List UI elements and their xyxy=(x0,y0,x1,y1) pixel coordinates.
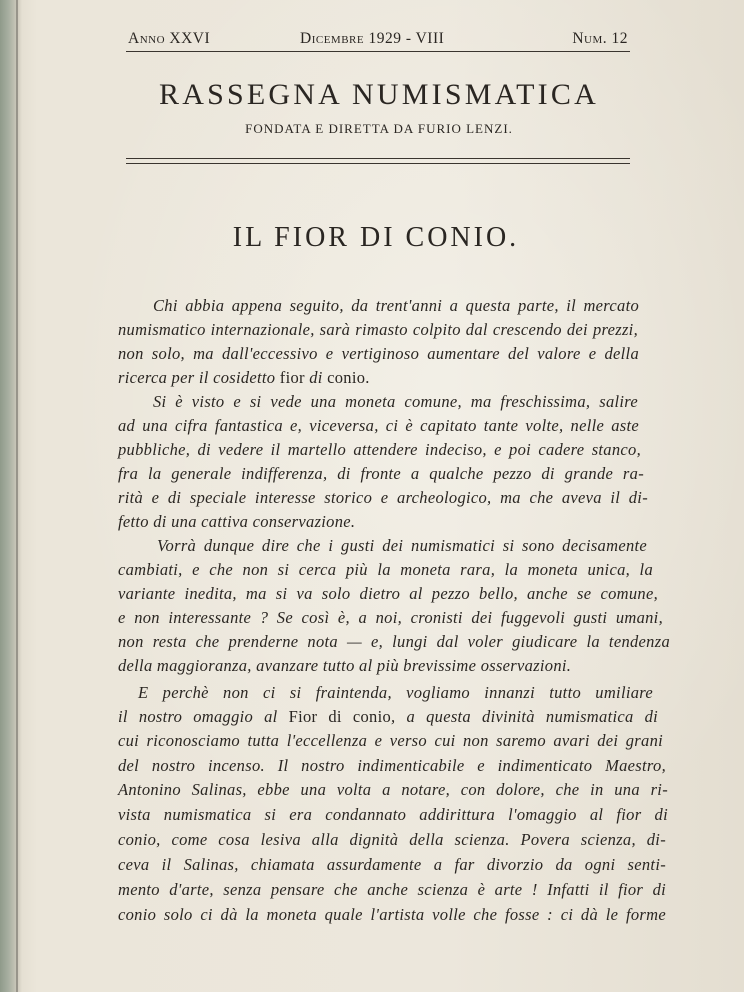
text-segment: variante inedita, ma si va solo dietro al pezzo bello, anche se comune, xyxy=(118,584,658,603)
text-segment: mento d'arte, senza pensare che anche scienza è arte ! Infatti il fior di xyxy=(118,880,666,899)
text-segment: ceva il Salinas, chiamata assurdamente a far divorzio da ogni senti- xyxy=(118,855,666,874)
text-segment: vista numismatica si era condannato addirittura l'omaggio al fior di xyxy=(118,805,668,824)
text-line xyxy=(118,512,363,532)
text-segment: pubbliche, di vedere il martello attendere indeciso, e poi cadere stanco, xyxy=(118,440,641,459)
text-line xyxy=(118,368,370,388)
text-segment: e non interessante ? Se così è, a noi, cronisti dei fuggevoli gusti umani, xyxy=(118,608,663,627)
text-line xyxy=(118,707,658,727)
issue-label: Num. 12 xyxy=(572,30,628,47)
text-line xyxy=(118,780,668,800)
text-segment: E perchè non ci si fraintenda, vogliamo innanzi tutto umiliare xyxy=(138,683,653,702)
text-line xyxy=(118,632,670,652)
text-line xyxy=(153,296,639,316)
text-segment: numismatico internazionale, sarà rimasto colpito dal crescendo dei prezzi, xyxy=(118,320,638,339)
article-title: IL FIOR DI CONIO. xyxy=(232,222,520,253)
text-line xyxy=(153,392,638,412)
text-line xyxy=(118,464,644,484)
text-line xyxy=(118,344,639,364)
date-label: Dicembre 1929 - VIII xyxy=(300,30,445,47)
volume-label: Anno XXVI xyxy=(128,30,211,47)
text-segment: cui riconosciamo tutta l'eccellenza e verso cui non saremo avari dei grani xyxy=(118,731,663,750)
text-line xyxy=(118,731,663,751)
text-segment: fetto di una cattiva conservazione. xyxy=(118,512,356,531)
text-segment: cambiati, e che non si cerca più la moneta rara, la moneta unica, la xyxy=(118,560,653,579)
text-line xyxy=(118,905,666,925)
text-line xyxy=(118,880,666,900)
text-segment: non resta che prenderne nota — e, lungi dal voler giudicare la tendenza xyxy=(118,632,670,651)
text-line xyxy=(118,805,668,825)
text-line xyxy=(118,440,641,460)
text-segment: fra la generale indifferenza, di fronte a qualche pezzo di grande ra- xyxy=(118,464,644,483)
text-line xyxy=(118,416,639,436)
text-segment: fior xyxy=(279,368,305,387)
text-line xyxy=(118,488,648,508)
journal-subtitle: FONDATA E DIRETTA DA FURIO LENZI. xyxy=(245,121,513,136)
text-segment: conio, come cosa lesiva alla dignità della scienza. Povera scienza, di- xyxy=(118,830,666,849)
text-line xyxy=(138,683,653,703)
text-line xyxy=(118,830,666,850)
text-line xyxy=(118,608,663,628)
text-segment: il nostro omaggio al xyxy=(118,707,289,726)
text-segment: non solo, ma dall'eccessivo e vertiginoso aumentare del valore e della xyxy=(118,344,639,363)
text-segment: ricerca per il cosidetto xyxy=(118,368,280,387)
text-segment: Fior di conio xyxy=(288,707,392,726)
journal-title: RASSEGNA NUMISMATICA xyxy=(159,78,599,111)
text-segment: Si è visto e si vede una moneta comune, ma freschissima, salire xyxy=(153,392,638,411)
text-segment: Antonino Salinas, ebbe una volta a notare, con dolore, che in una ri- xyxy=(118,780,668,799)
text-segment: del nostro incenso. Il nostro indimenticabile e indimenticato Maestro, xyxy=(118,756,666,775)
text-segment: della maggioranza, avanzare tutto al più brevissime osservazioni. xyxy=(118,656,572,675)
text-line xyxy=(157,536,647,556)
text-line xyxy=(118,320,638,340)
text-line xyxy=(118,584,658,604)
text-line xyxy=(118,855,666,875)
text-line xyxy=(118,560,653,580)
text-segment: , a questa divinità numismatica di xyxy=(391,707,659,726)
text-segment: ad una cifra fantastica e, viceversa, ci è capitato tante volte, nelle aste xyxy=(118,416,639,435)
text-line xyxy=(118,756,666,776)
text-segment: conio. xyxy=(327,368,370,387)
text-segment: Chi abbia appena seguito, da trent'anni a questa parte, il mercato xyxy=(153,296,639,315)
text-line xyxy=(118,656,628,676)
text-segment: di xyxy=(304,368,328,387)
text-segment: rità e di speciale interesse storico e archeologico, ma che aveva il di- xyxy=(118,488,648,507)
text-segment: conio solo ci dà la moneta quale l'artista volle che fosse : ci dà le forme xyxy=(118,905,666,924)
text-segment: Vorrà dunque dire che i gusti dei numismatici si sono decisamente xyxy=(157,536,647,555)
